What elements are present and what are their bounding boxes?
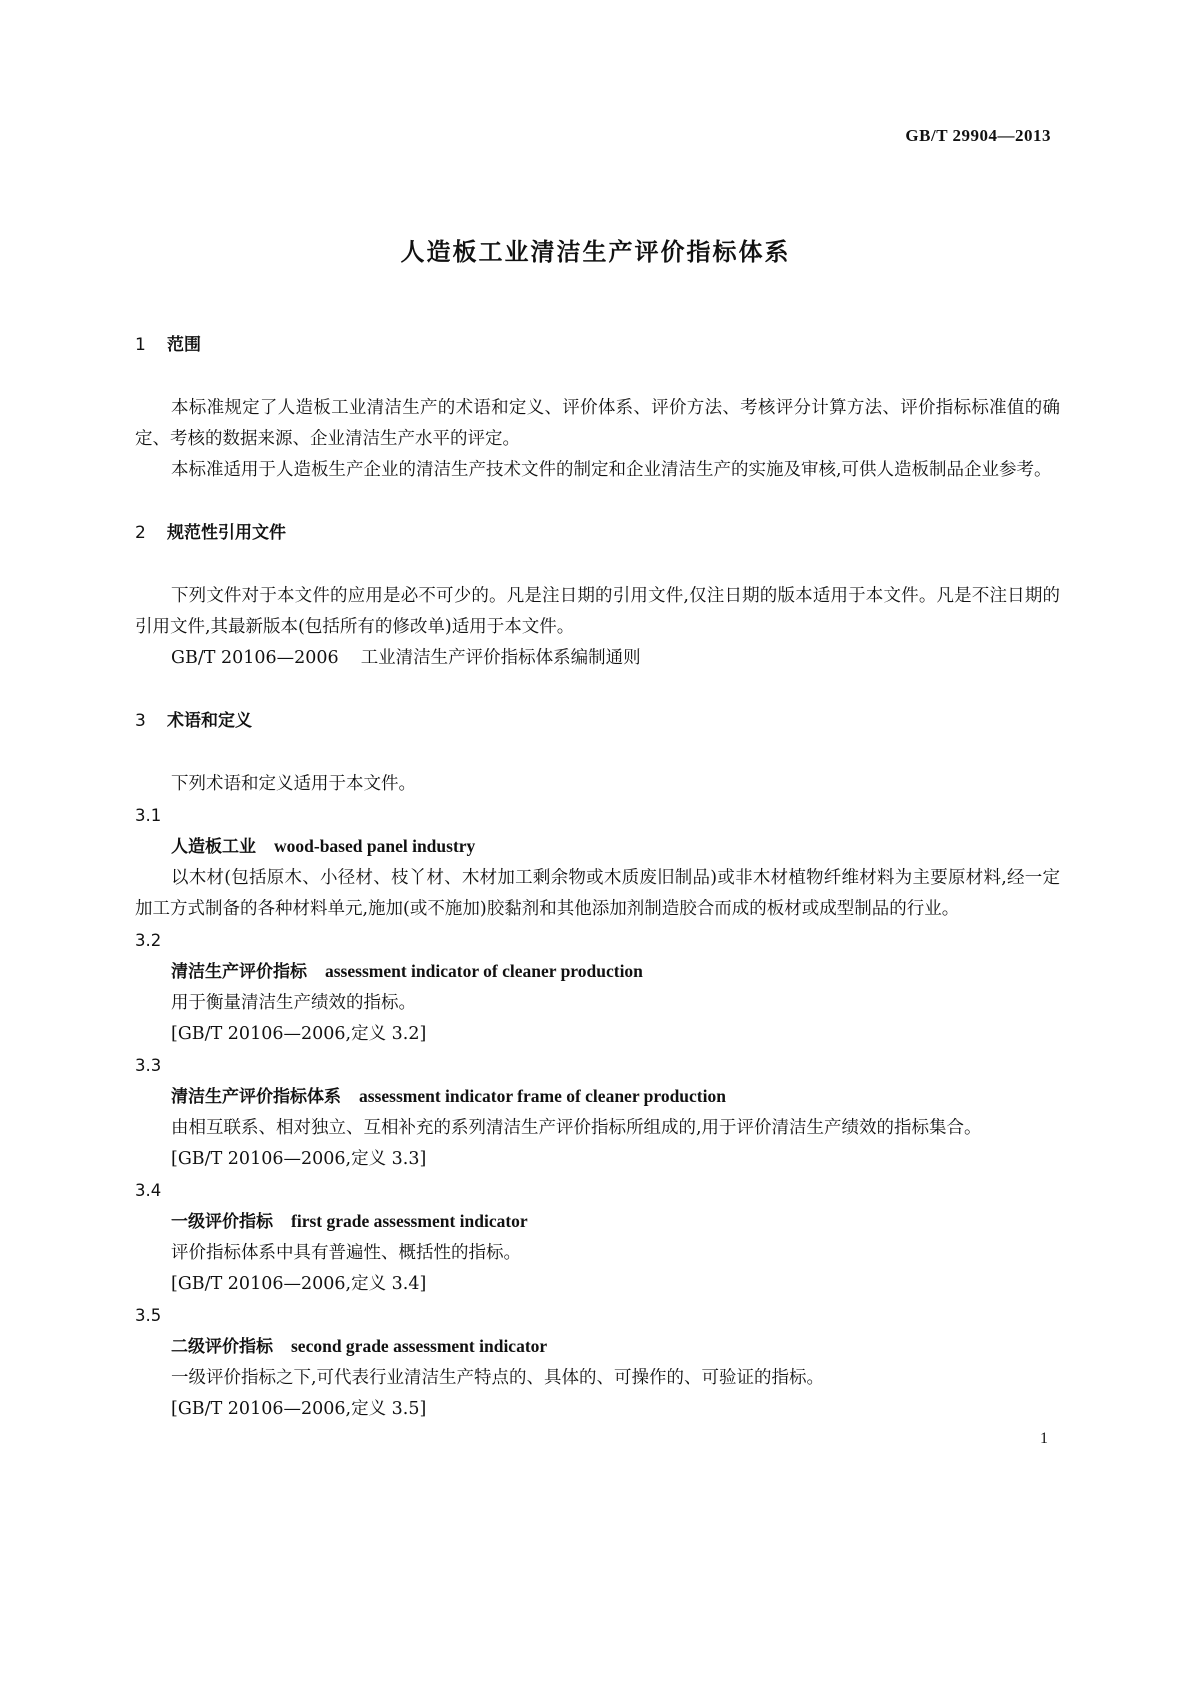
term-source: [GB/T 20106—2006,定义 3.5] xyxy=(171,1399,427,1419)
section-heading-references xyxy=(135,518,1060,549)
term-name-en: assessment indicator frame of cleaner production xyxy=(359,1086,726,1106)
term-heading xyxy=(135,1081,1060,1113)
reference-code: GB/T 20106—2006 xyxy=(171,648,339,668)
section-heading-scope xyxy=(135,330,1060,361)
term-heading xyxy=(135,1206,1060,1238)
term-source: [GB/T 20106—2006,定义 3.2] xyxy=(171,1024,427,1044)
term-heading xyxy=(135,956,1060,988)
scope-paragraph-1: 本标准规定了人造板工业清洁生产的术语和定义、评价体系、评价方法、考核评分计算方法、评价指标标准值的确定、考核的数据来源、企业清洁生产水平的评定。 xyxy=(135,398,1060,449)
term-definition: 评价指标体系中具有普遍性、概括性的指标。 xyxy=(171,1243,521,1263)
term-definition: 以木材(包括原木、小径材、枝丫材、木材加工剩余物或木质废旧制品)或非木材植物纤维材料为主要原材料,经一定加工方式制备的各种材料单元,施加(或不施加)胶黏剂和其他添加剂制造胶合而成的板材或成型制品的行业。 xyxy=(135,868,1060,919)
section-number: 3 xyxy=(135,711,146,731)
reference-entry xyxy=(135,643,1060,674)
term-definition: 用于衡量清洁生产绩效的指标。 xyxy=(171,993,416,1013)
term-name-en: first grade assessment indicator xyxy=(291,1211,528,1231)
term-name-en: second grade assessment indicator xyxy=(291,1336,548,1356)
scope-paragraph-2: 本标准适用于人造板生产企业的清洁生产技术文件的制定和企业清洁生产的实施及审核,可供人造板制品企业参考。 xyxy=(171,460,1052,480)
standard-code: GB/T 29904—2013 xyxy=(905,126,1051,145)
page-number: 1 xyxy=(1040,1430,1048,1447)
term-name-zh: 清洁生产评价指标体系 xyxy=(171,1087,341,1107)
section-number: 1 xyxy=(135,335,146,355)
section-title: 规范性引用文件 xyxy=(167,523,286,543)
term-name-zh: 二级评价指标 xyxy=(171,1337,273,1357)
term-source: [GB/T 20106—2006,定义 3.4] xyxy=(171,1274,427,1294)
term-number: 3.2 xyxy=(135,931,162,950)
term-number: 3.1 xyxy=(135,806,162,825)
term-name-zh: 清洁生产评价指标 xyxy=(171,962,307,982)
section-heading-terms xyxy=(135,706,1060,737)
term-name-en: wood-based panel industry xyxy=(274,836,476,856)
references-paragraph: 下列文件对于本文件的应用是必不可少的。凡是注日期的引用文件,仅注日期的版本适用于本文件。凡是不注日期的引用文件,其最新版本(包括所有的修改单)适用于本文件。 xyxy=(135,586,1060,637)
term-number: 3.4 xyxy=(135,1181,162,1200)
term-heading xyxy=(135,1331,1060,1363)
section-title: 范围 xyxy=(167,335,201,355)
term-name-en: assessment indicator of cleaner production xyxy=(325,961,643,981)
term-definition: 一级评价指标之下,可代表行业清洁生产特点的、具体的、可操作的、可验证的指标。 xyxy=(171,1368,825,1388)
term-name-zh: 一级评价指标 xyxy=(171,1212,273,1232)
section-title: 术语和定义 xyxy=(167,711,252,731)
document-title: 人造板工业清洁生产评价指标体系 xyxy=(400,238,791,266)
term-source: [GB/T 20106—2006,定义 3.3] xyxy=(171,1149,427,1169)
term-heading xyxy=(135,831,1060,863)
term-name-zh: 人造板工业 xyxy=(171,837,256,857)
terms-intro: 下列术语和定义适用于本文件。 xyxy=(171,774,416,794)
document-body xyxy=(135,330,1060,1425)
term-definition: 由相互联系、相对独立、互相补充的系列清洁生产评价指标所组成的,用于评价清洁生产绩效的指标集合。 xyxy=(171,1118,982,1138)
section-number: 2 xyxy=(135,523,146,543)
reference-title: 工业清洁生产评价指标体系编制通则 xyxy=(360,648,641,668)
term-number: 3.3 xyxy=(135,1056,162,1075)
term-number: 3.5 xyxy=(135,1306,162,1325)
